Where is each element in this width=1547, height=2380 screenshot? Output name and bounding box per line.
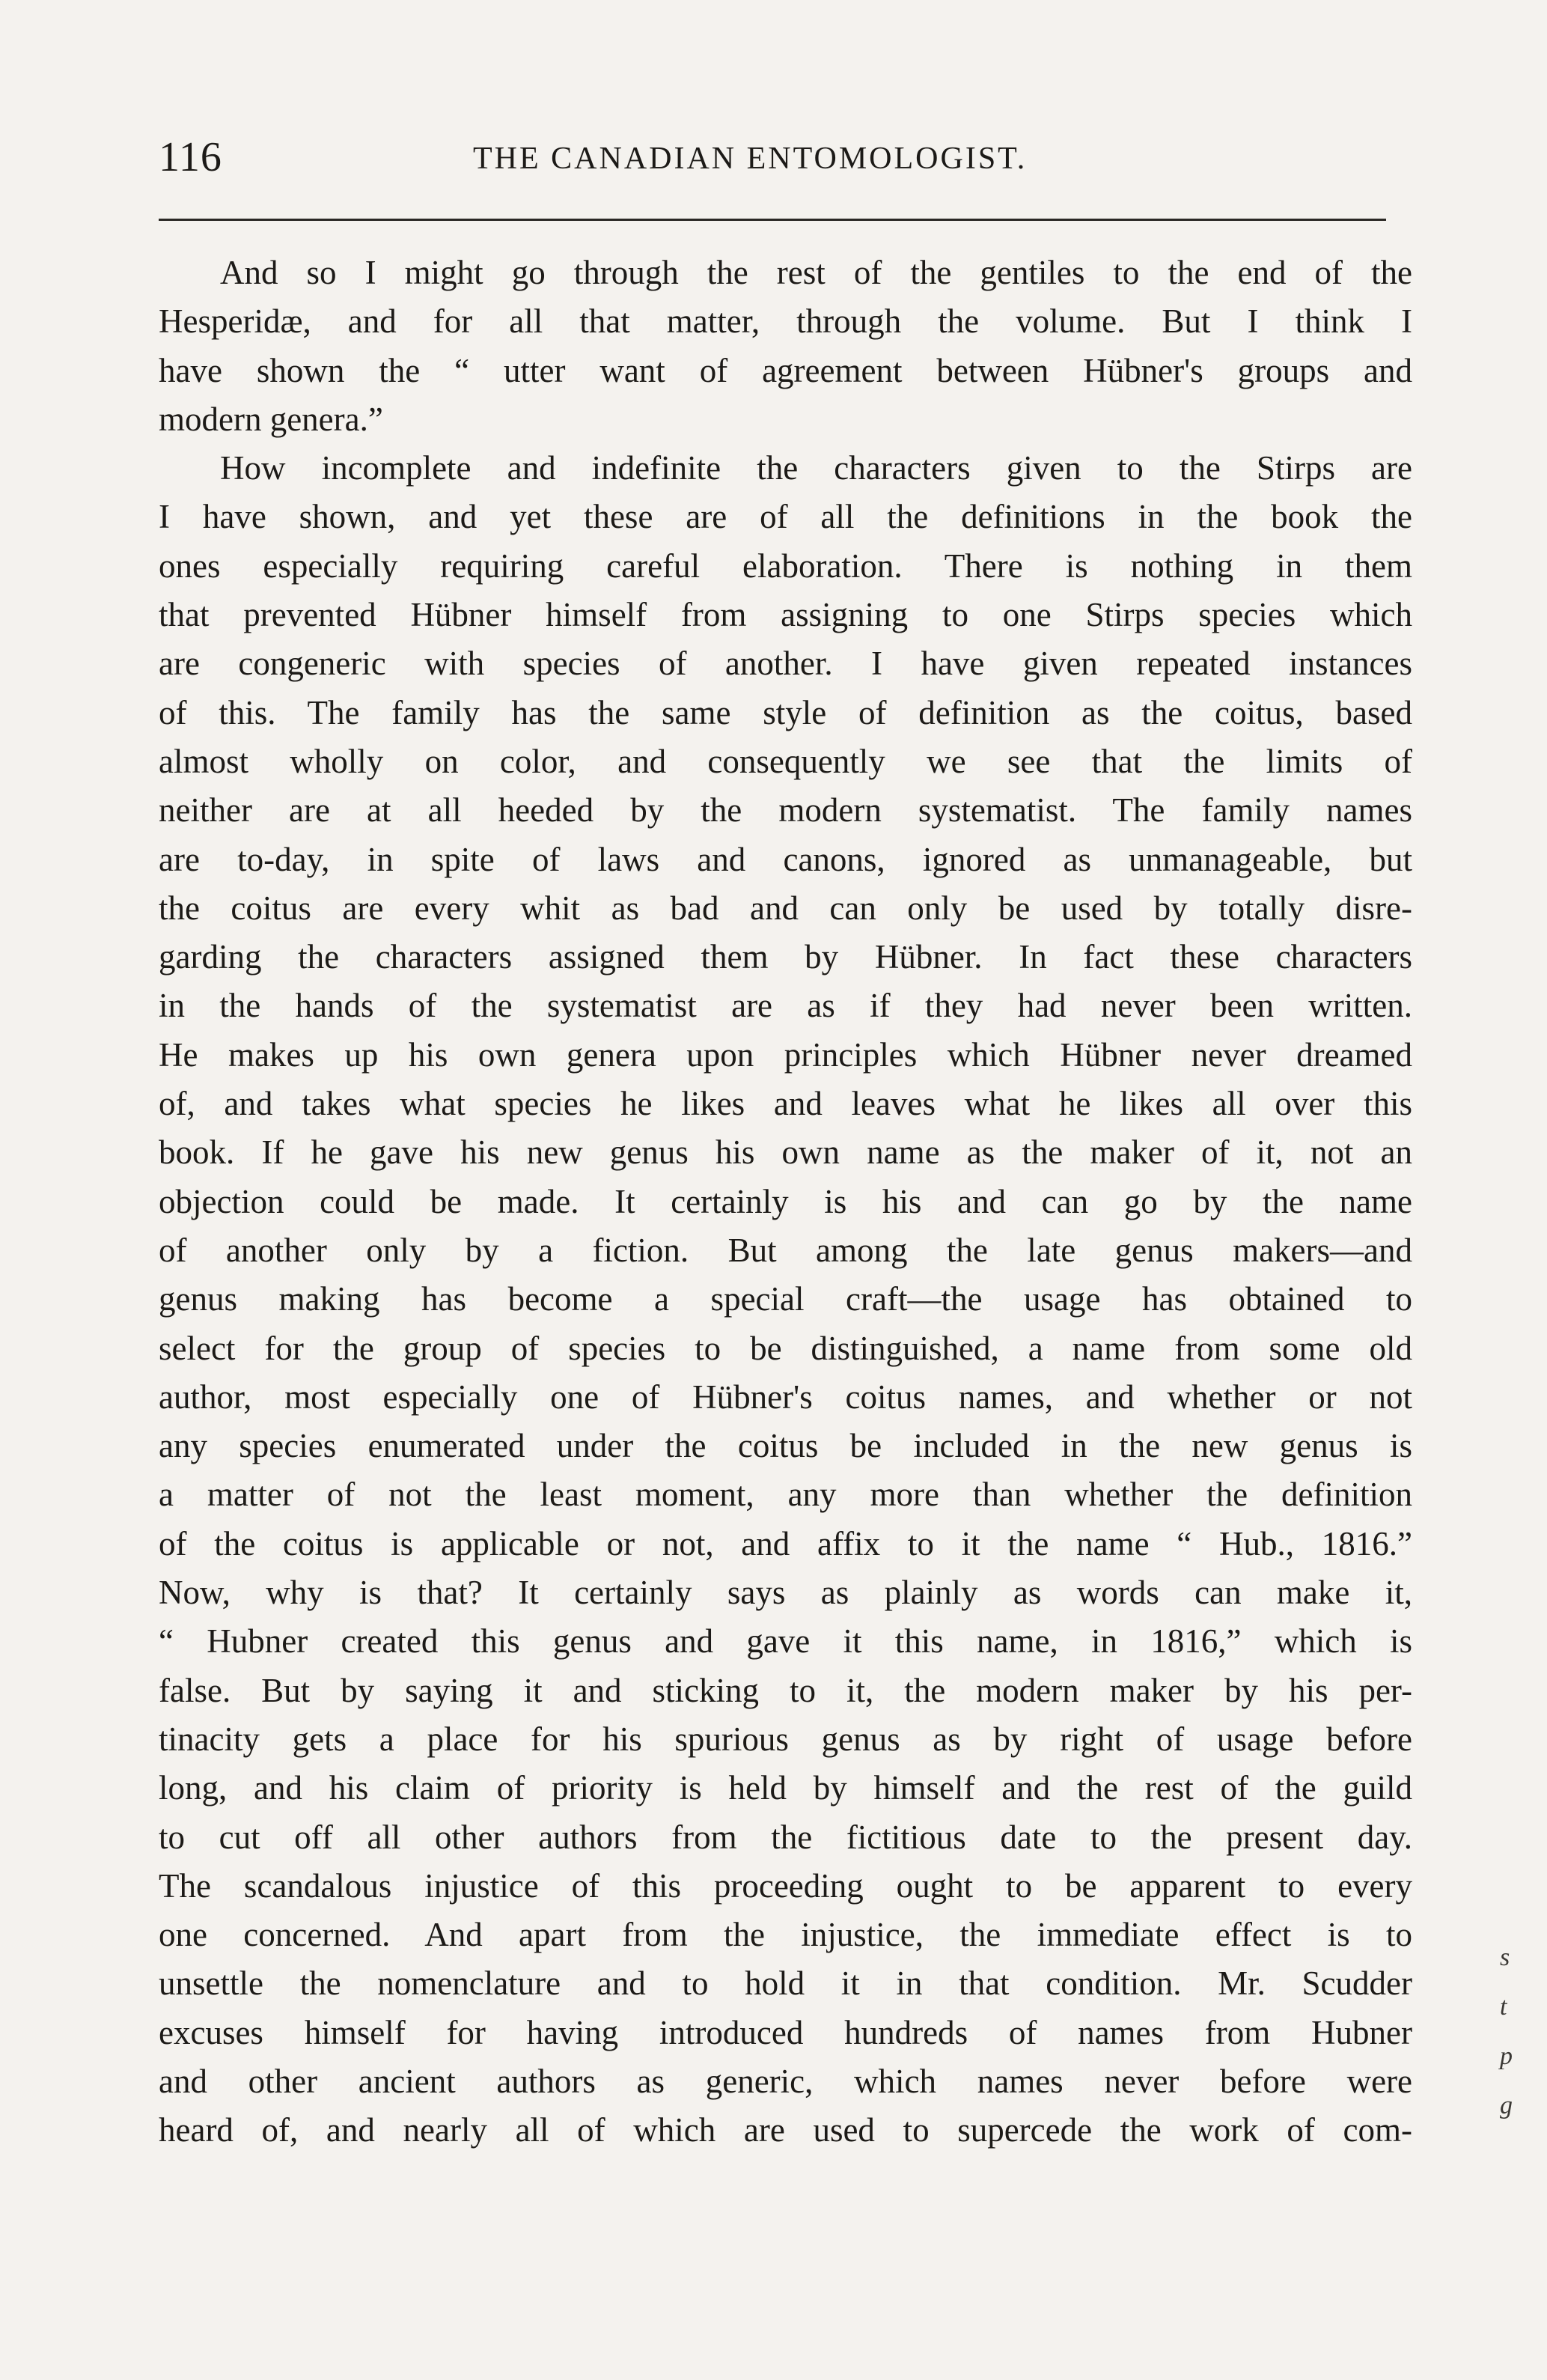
text-line: Hesperidæ, and for all that matter, through the volume. But I think I (159, 302, 1412, 341)
text-line: any species enumerated under the coitus be included in the new genus is (159, 1427, 1412, 1465)
text-line: genus making has become a special craft—the usage has obtained to (159, 1280, 1412, 1318)
text-line: neither are at all heeded by the modern systematist. The family names (159, 791, 1412, 830)
text-line: one concerned. And apart from the injustice, the immediate effect is to (159, 1916, 1412, 1954)
text-line: And so I might go through the rest of the gentiles to the end of the (220, 254, 1412, 291)
margin-fragments (1500, 1933, 1530, 2131)
text-line: Now, why is that? It certainly says as plainly as words can make it, (159, 1574, 1412, 1612)
text-line: in the hands of the systematist are as if they had never been written. (159, 987, 1412, 1025)
header-rule (159, 219, 1386, 221)
text-line: have shown the “ utter want of agreement between Hübner's groups and (159, 351, 1412, 389)
body-text (159, 249, 1412, 2155)
running-head: THE CANADIAN ENTOMOLOGIST. (473, 141, 1028, 176)
text-line: I have shown, and yet these are of all the definitions in the book the (159, 498, 1412, 536)
page-number: 116 (159, 134, 222, 180)
margin-fragment: s (1500, 1944, 1510, 1971)
page-header (159, 133, 1386, 186)
margin-fragment: p (1500, 2042, 1513, 2070)
text-line: that prevented Hübner himself from assigning to one Stirps species which (159, 596, 1412, 634)
text-line: are to-day, in spite of laws and canons, ignored as unmanageable, but (159, 840, 1412, 878)
text-line: of, and takes what species he likes and leaves what he likes all over this (159, 1085, 1412, 1123)
text-line: long, and his claim of priority is held by himself and the rest of the guild (159, 1769, 1412, 1807)
text-line: of another only by a fiction. But among the late genus makers—and (159, 1231, 1412, 1269)
text-line: to cut off all other authors from the fictitious date to the present day. (159, 1818, 1412, 1856)
text-line: of this. The family has the same style of definition as the coitus, based (159, 693, 1412, 731)
text-line: book. If he gave his new genus his own name as the maker of it, not an (159, 1133, 1412, 1172)
text-line: modern genera.” (159, 400, 383, 438)
text-line: The scandalous injustice of this proceeding ought to be apparent to every (159, 1866, 1412, 1905)
text-line: are congeneric with species of another. I have given repeated instances (159, 645, 1412, 683)
text-line: almost wholly on color, and consequently we see that the limits of (159, 742, 1412, 780)
text-line: the coitus are every whit as bad and can only be used by totally disre- (159, 889, 1412, 927)
text-line: and other ancient authors as generic, which names never before were (159, 2062, 1412, 2100)
text-line: author, most especially one of Hübner's coitus names, and whether or not (159, 1378, 1412, 1416)
text-line: a matter of not the least moment, any more than whether the definition (159, 1476, 1412, 1514)
text-line: heard of, and nearly all of which are used to supercede the work of com- (159, 2111, 1412, 2149)
paragraph-1 (159, 249, 1412, 444)
text-line: false. But by saying it and sticking to it, the modern maker by his per- (159, 1671, 1412, 1709)
text-line: ones especially requiring careful elaboration. There is nothing in them (159, 547, 1412, 585)
paragraph-2 (159, 444, 1412, 2155)
text-line: excuses himself for having introduced hundreds of names from Hubner (159, 2013, 1412, 2051)
text-line: of the coitus is applicable or not, and affix to it the name “ Hub., 1816.” (159, 1524, 1412, 1562)
text-line: select for the group of species to be distinguished, a name from some old (159, 1329, 1412, 1367)
text-line: “ Hubner created this genus and gave it this name, in 1816,” which is (159, 1622, 1412, 1661)
text-line: How incomplete and indefinite the characters given to the Stirps are (220, 449, 1412, 487)
text-line: garding the characters assigned them by Hübner. In fact these characters (159, 938, 1412, 976)
text-line: tinacity gets a place for his spurious genus as by right of usage before (159, 1720, 1412, 1758)
margin-fragment: g (1500, 2092, 1513, 2119)
text-line: He makes up his own genera upon principles which Hübner never dreamed (159, 1035, 1412, 1074)
margin-fragment: t (1500, 1993, 1507, 2021)
text-line: objection could be made. It certainly is his and can go by the name (159, 1182, 1412, 1220)
text-line: unsettle the nomenclature and to hold it in that condition. Mr. Scudder (159, 1964, 1412, 2003)
